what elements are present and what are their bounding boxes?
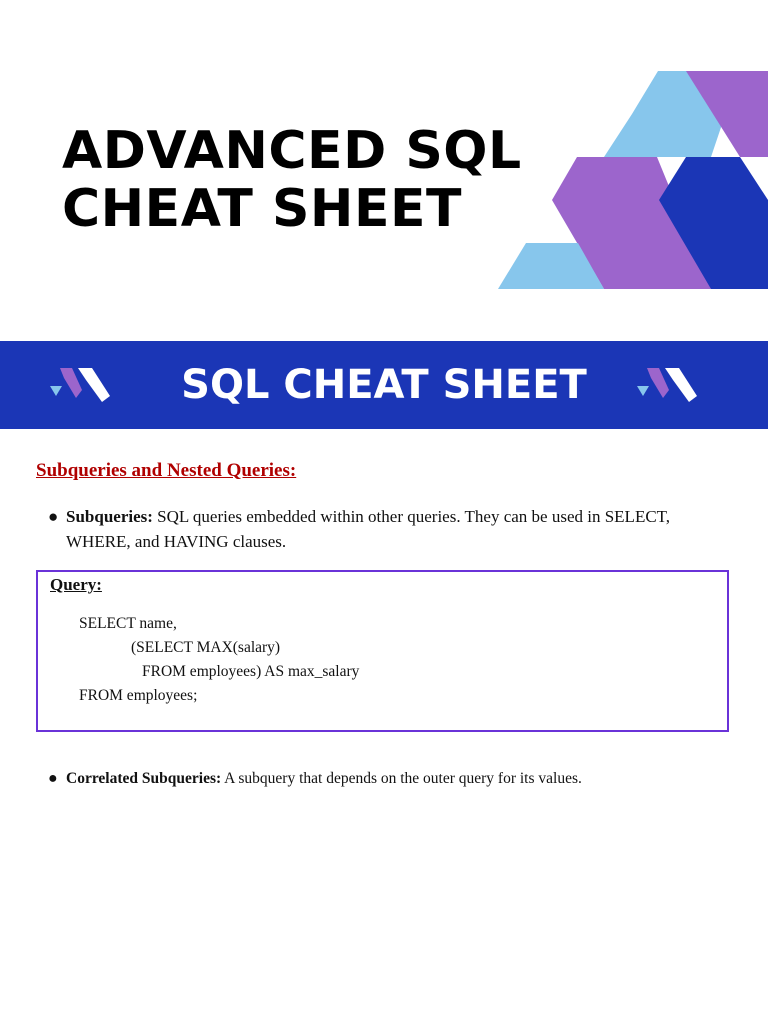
page-title	[62, 122, 522, 238]
code-line: SELECT name,	[79, 615, 177, 632]
bullet-icon: ●	[48, 770, 58, 787]
title-line-1: ADVANCED SQL	[62, 121, 522, 181]
query-label: Query:	[50, 575, 102, 594]
code-line: (SELECT MAX(salary)	[131, 639, 281, 656]
brand-chevron-icon	[635, 368, 699, 404]
section-heading: Subqueries and Nested Queries:	[36, 460, 297, 481]
bullet-text: A subquery that depends on the outer query for its values.	[221, 770, 582, 787]
bullet-icon: ●	[48, 507, 59, 526]
list-item	[48, 504, 706, 554]
query-box	[36, 570, 729, 732]
section-banner	[0, 341, 768, 429]
bullet-term: Subqueries:	[66, 507, 153, 526]
title-line-2: CHEAT SHEET	[62, 179, 462, 239]
banner-title: SQL CHEAT SHEET	[181, 362, 587, 408]
list-item	[48, 766, 726, 791]
bullet-term: Correlated Subqueries:	[66, 770, 222, 787]
code-line: FROM employees) AS max_salary	[142, 663, 360, 680]
code-line: FROM employees;	[79, 687, 198, 704]
bullet-text: SQL queries embedded within other queries. They can be used in SELECT, WHERE, and HAVING clauses.	[66, 507, 671, 551]
